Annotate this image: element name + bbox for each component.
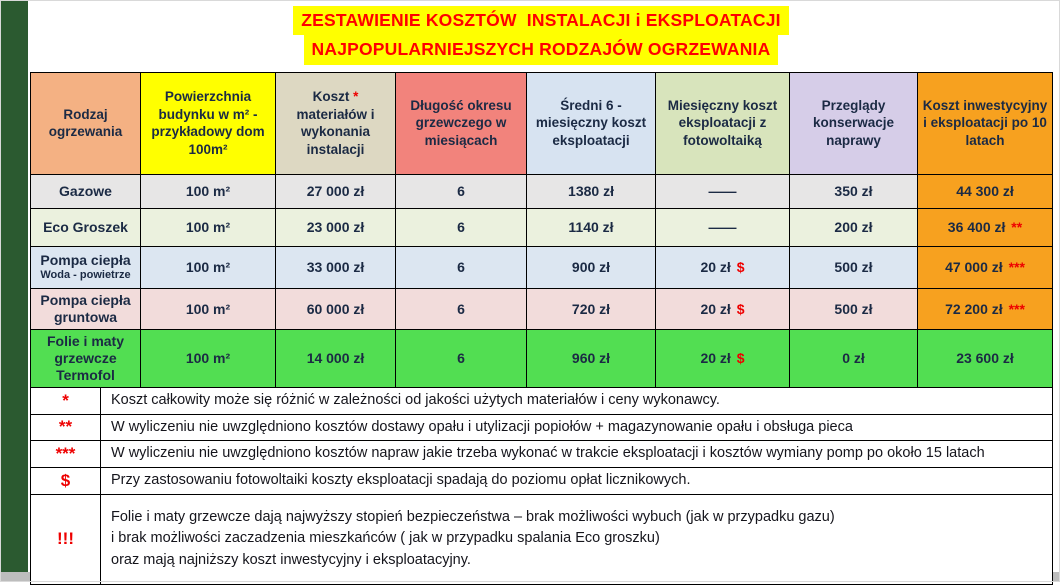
cell-install-cost: 23 000 zł xyxy=(276,208,396,246)
cell-area: 100 m² xyxy=(141,288,276,329)
page-title-line-2: NAJPOPULARNIEJSZYCH RODZAJÓW OGRZEWANIA xyxy=(304,35,779,64)
footnote-text-line-3: oraz mają najniższy koszt inwestycyjny i eksploatacyjny. xyxy=(111,552,471,569)
heating-type-label: Folie i maty grzewcze Termofol xyxy=(46,333,125,383)
cell-area: 100 m² xyxy=(141,246,276,288)
cell-season-months: 6 xyxy=(396,288,527,329)
page-title-line-1: ZESTAWIENIE KOSZTÓW INSTALACJI i EKSPLOATACJI xyxy=(293,6,788,35)
header-ten-year-cost: Koszt inwestycyjny i eksploatacji po 10 latach xyxy=(918,72,1053,174)
cell-pv-cost: —— xyxy=(656,174,790,208)
cell-pv-cost xyxy=(656,288,790,329)
pv-cost-mark: $ xyxy=(736,259,745,276)
cell-season-months: 6 xyxy=(396,208,527,246)
cell-pv-cost xyxy=(656,329,790,387)
table-row-gazowe xyxy=(31,174,1053,208)
heating-type-label: Gazowe xyxy=(59,182,112,199)
footnote-row-exclamation xyxy=(31,494,1053,584)
cell-season-months: 6 xyxy=(396,246,527,288)
pv-cost-value: 20 zł xyxy=(700,350,731,367)
cell-six-month-cost: 1380 zł xyxy=(527,174,656,208)
cell-six-month-cost: 960 zł xyxy=(527,329,656,387)
ten-year-cost-mark: *** xyxy=(1008,300,1025,317)
footnote-symbol: ** xyxy=(31,414,101,441)
header-six-month-cost: Średni 6 - miesięczny koszt eksploatacji xyxy=(527,72,656,174)
heating-type-label: Pompa ciepła xyxy=(40,291,131,308)
footnote-row-dollar xyxy=(31,468,1053,495)
cell-maintenance-cost: 200 zł xyxy=(790,208,918,246)
pv-cost-mark: $ xyxy=(736,350,745,367)
pv-cost-mark: $ xyxy=(736,300,745,317)
ten-year-cost-mark: *** xyxy=(1008,259,1025,276)
cell-ten-year-cost xyxy=(918,288,1053,329)
heating-type-label: Eco Groszek xyxy=(43,218,128,235)
cell-season-months: 6 xyxy=(396,174,527,208)
install-cost-asterisk: * xyxy=(353,89,359,105)
cell-install-cost: 27 000 zł xyxy=(276,174,396,208)
cell-season-months: 6 xyxy=(396,329,527,387)
cell-ten-year-cost xyxy=(918,208,1053,246)
footnote-symbol: *** xyxy=(31,441,101,468)
cell-pv-cost xyxy=(656,246,790,288)
footnote-row-double-star xyxy=(31,414,1053,441)
footnote-row-star xyxy=(31,387,1053,414)
cell-heating-type xyxy=(31,246,141,288)
heating-type-label: Pompa ciepła xyxy=(40,252,131,269)
cell-area: 100 m² xyxy=(141,208,276,246)
table-row-pompa-gruntowa xyxy=(31,288,1053,329)
cell-maintenance-cost: 500 zł xyxy=(790,288,918,329)
header-heating-type: Rodzaj ogrzewania xyxy=(31,72,141,174)
ten-year-cost-value: 72 200 zł xyxy=(945,300,1003,317)
header-install-cost xyxy=(276,72,396,174)
footnotes-table xyxy=(30,387,1053,585)
page-content xyxy=(30,0,1052,585)
cell-six-month-cost: 900 zł xyxy=(527,246,656,288)
footnote-text: W wyliczeniu nie uwzględniono kosztów dostawy opału i utylizacji popiołów + magazynowanie opału i obsługa pieca xyxy=(101,414,1053,441)
heating-type-sublabel: gruntowa xyxy=(54,308,117,325)
footnote-symbol: * xyxy=(31,387,101,414)
left-green-strip xyxy=(0,0,28,572)
footnote-text-line-1: Folie i maty grzewcze dają najwyższy stopień bezpieczeństwa – brak możliwości wybuch (jak w przypadku gazu) xyxy=(111,508,835,525)
cell-install-cost: 14 000 zł xyxy=(276,329,396,387)
table-row-eco-groszek xyxy=(31,208,1053,246)
cell-ten-year-cost: 23 600 zł xyxy=(918,329,1053,387)
ten-year-cost-mark: ** xyxy=(1011,219,1023,236)
cell-maintenance-cost: 350 zł xyxy=(790,174,918,208)
cell-ten-year-cost xyxy=(918,246,1053,288)
footnote-text: Przy zastosowaniu fotowoltaiki koszty eksploatacji spadają do poziomu opłat licznikowych. xyxy=(101,468,1053,495)
pv-cost-value: 20 zł xyxy=(700,300,731,317)
footnote-text: W wyliczeniu nie uwzględniono kosztów napraw jakie trzeba wykonać w trakcie eksploatacji i kosztów wymiany pomp po około 15 latach xyxy=(101,441,1053,468)
header-install-cost-text2: materiałów i wykonania instalacji xyxy=(296,106,375,157)
header-pv-cost: Miesięczny koszt eksploatacji z fotowoltaiką xyxy=(656,72,790,174)
footnote-text xyxy=(101,494,1053,584)
footnote-text-line-2: i brak możliwości zaczadzenia mieszkańców ( jak w przypadku spalania Eco groszku) xyxy=(111,530,660,547)
heating-type-sublabel: Woda - powietrze xyxy=(40,269,131,282)
footnote-row-triple-star xyxy=(31,441,1053,468)
table-row-folie-termofol xyxy=(31,329,1053,387)
cell-install-cost: 33 000 zł xyxy=(276,246,396,288)
page-title xyxy=(30,0,1052,65)
cell-maintenance-cost: 0 zł xyxy=(790,329,918,387)
footnote-text: Koszt całkowity może się różnić w zależności od jakości użytych materiałów i ceny wykonawcy. xyxy=(101,387,1053,414)
table-row-pompa-woda-powietrze xyxy=(31,246,1053,288)
header-maintenance: Przeglądy konserwacje naprawy xyxy=(790,72,918,174)
cell-six-month-cost: 720 zł xyxy=(527,288,656,329)
cell-heating-type xyxy=(31,288,141,329)
header-install-cost-text: Koszt xyxy=(312,89,350,105)
cell-install-cost: 60 000 zł xyxy=(276,288,396,329)
footnote-symbol: !!! xyxy=(31,494,101,584)
cell-area: 100 m² xyxy=(141,174,276,208)
pv-cost-value: 20 zł xyxy=(700,259,731,276)
cell-area: 100 m² xyxy=(141,329,276,387)
footnote-symbol: $ xyxy=(31,468,101,495)
cell-ten-year-cost: 44 300 zł xyxy=(918,174,1053,208)
cell-six-month-cost: 1140 zł xyxy=(527,208,656,246)
header-heating-season: Długość okresu grzewczego w miesiącach xyxy=(396,72,527,174)
cell-pv-cost: —— xyxy=(656,208,790,246)
header-building-area: Powierzchnia budynku w m² - przykładowy dom 100m² xyxy=(141,72,276,174)
cell-heating-type xyxy=(31,208,141,246)
ten-year-cost-value: 36 400 zł xyxy=(947,219,1006,236)
cell-maintenance-cost: 500 zł xyxy=(790,246,918,288)
cell-heating-type xyxy=(31,329,141,387)
cell-heating-type xyxy=(31,174,141,208)
ten-year-cost-value: 47 000 zł xyxy=(945,259,1003,276)
heating-costs-table xyxy=(30,72,1053,388)
table-header-row xyxy=(31,72,1053,174)
